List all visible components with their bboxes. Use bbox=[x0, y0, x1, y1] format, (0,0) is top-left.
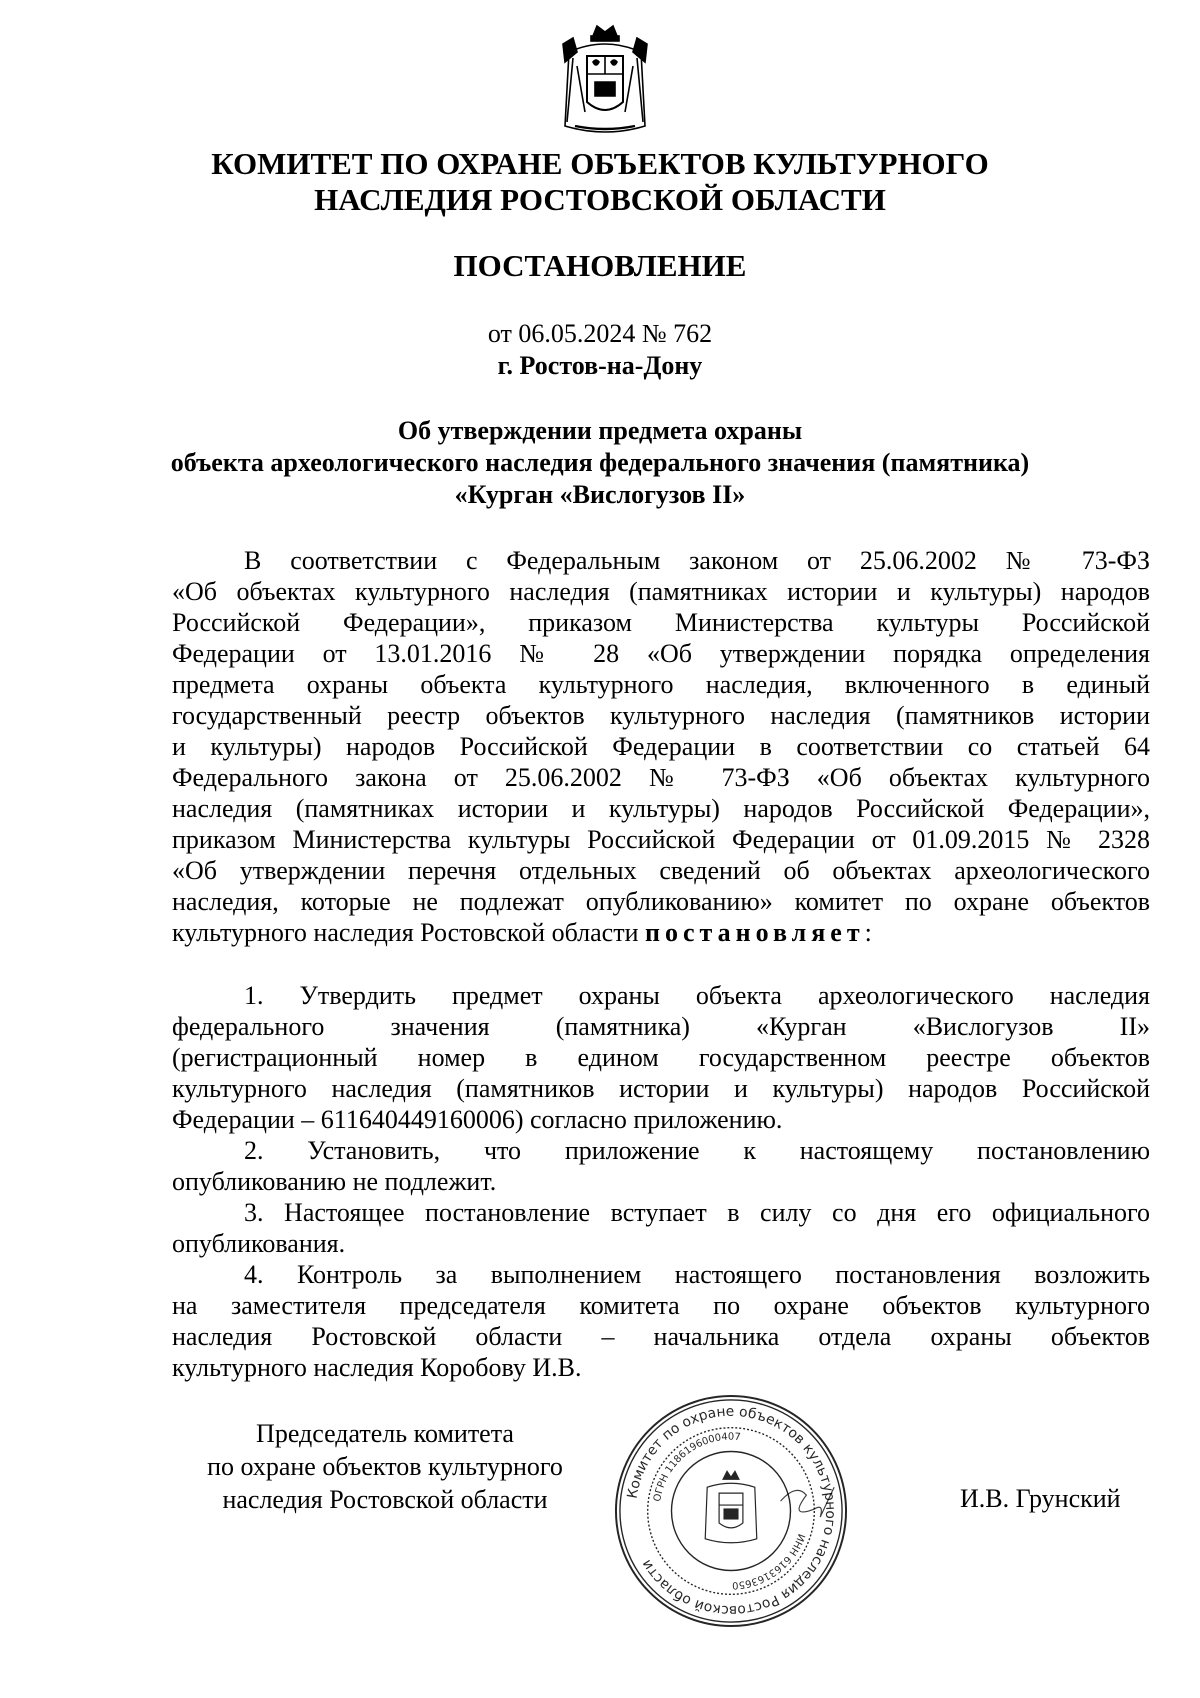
item-2-line: 2. Установить, что приложение к настоящему постановлению bbox=[244, 1136, 1150, 1165]
subject-line: «Курган «Вислогузов II» bbox=[454, 480, 746, 509]
text-line: «Об утверждении перечня отдельных сведений об объектах археологического bbox=[172, 856, 1150, 885]
organization-title bbox=[100, 146, 1100, 218]
coat-of-arms-icon bbox=[555, 22, 655, 140]
signer-position-line: Председатель комитета bbox=[256, 1419, 514, 1448]
item-1-line: 1. Утвердить предмет охраны объекта археологического наследия bbox=[244, 981, 1150, 1010]
preamble-paragraph bbox=[172, 545, 1150, 948]
text-line: В соответствии с Федеральным законом от 25.06.2002 № 73-ФЗ bbox=[244, 546, 1150, 575]
text-line: наследия (памятниках истории и культуры) народов Российской Федерации», bbox=[172, 794, 1150, 823]
text-line: государственный реестр объектов культурного наследия (памятников истории bbox=[172, 701, 1150, 730]
text-line: Федерального закона от 25.06.2002 № 73-ФЗ «Об объектах культурного bbox=[172, 763, 1150, 792]
resolution-prefix: культурного наследия Ростовской области bbox=[172, 918, 646, 947]
city: г. Ростов-на-Дону bbox=[497, 351, 703, 380]
item-1-line: культурного наследия (памятников истории и культуры) народов Российской bbox=[172, 1074, 1150, 1103]
seal-emblem-icon bbox=[705, 1471, 757, 1542]
text-line: приказом Министерства культуры Российской Федерации от 01.09.2015 № 2328 bbox=[172, 825, 1150, 854]
signer-name: И.В. Грунский bbox=[960, 1484, 1121, 1513]
signer-position-line: наследия Ростовской области bbox=[222, 1485, 548, 1514]
text-line: предмета охраны объекта культурного наследия, включенного в единый bbox=[172, 670, 1150, 699]
item-4-line: 4. Контроль за выполнением настоящего постановления возложить bbox=[244, 1260, 1150, 1289]
item-4-line: наследия Ростовской области – начальника отдела охраны объектов bbox=[172, 1322, 1150, 1351]
date-and-number: от 06.05.2024 № 762 bbox=[487, 319, 713, 348]
resolves-word: постановляет bbox=[645, 918, 865, 947]
item-4-line: культурного наследия Коробову И.В. bbox=[172, 1353, 582, 1382]
text-line: и культуры) народов Российской Федерации в соответствии со статьей 64 bbox=[172, 732, 1150, 761]
item-4-line: на заместителя председателя комитета по охране объектов культурного bbox=[172, 1291, 1150, 1320]
official-seal bbox=[612, 1392, 850, 1630]
item-1-line: Федерации – 611640449160006) согласно приложению. bbox=[172, 1105, 783, 1134]
org-title-line1: КОМИТЕТ ПО ОХРАНЕ ОБЪЕКТОВ КУЛЬТУРНОГО bbox=[211, 146, 989, 181]
document-type: ПОСТАНОВЛЕНИЕ bbox=[453, 248, 747, 283]
org-title-line2: НАСЛЕДИЯ РОСТОВСКОЙ ОБЛАСТИ bbox=[314, 182, 886, 217]
signer-position bbox=[170, 1417, 600, 1516]
item-1-line: (регистрационный номер в едином государственном реестре объектов bbox=[172, 1043, 1150, 1072]
item-2-line: опубликованию не подлежит. bbox=[172, 1167, 497, 1196]
text-line bbox=[172, 917, 1150, 948]
text-line: Федерации от 13.01.2016 № 28 «Об утверждении порядка определения bbox=[172, 639, 1150, 668]
seal-ogrn-text: ОГРН 1186196000407 bbox=[652, 1431, 742, 1503]
resolution-suffix: : bbox=[864, 918, 872, 947]
item-3-line: 3. Настоящее постановление вступает в силу со дня его официального bbox=[244, 1198, 1150, 1227]
subject-line: Об утверждении предмета охраны bbox=[397, 416, 803, 445]
text-line: «Об объектах культурного наследия (памятниках истории и культуры) народов bbox=[172, 577, 1150, 606]
text-line: Российской Федерации», приказом Министерства культуры Российской bbox=[172, 608, 1150, 637]
signer-position-line: по охране объектов культурного bbox=[207, 1452, 563, 1481]
resolution-items bbox=[172, 980, 1150, 1383]
item-3-line: опубликования. bbox=[172, 1229, 346, 1258]
item-1-line: федерального значения (памятника) «Курган «Вислогузов II» bbox=[172, 1012, 1150, 1041]
text-line: наследия, которые не подлежат опубликованию» комитет по охране объектов bbox=[172, 887, 1150, 916]
seal-outer-text: Комитет по охране объектов культурного наследия Ростовской области bbox=[624, 1403, 839, 1619]
subject-line: объекта археологического наследия федерального значения (памятника) bbox=[170, 448, 1030, 477]
seal-inn-text: ИНН 6163163650 bbox=[731, 1532, 807, 1591]
document-subject bbox=[120, 415, 1080, 511]
